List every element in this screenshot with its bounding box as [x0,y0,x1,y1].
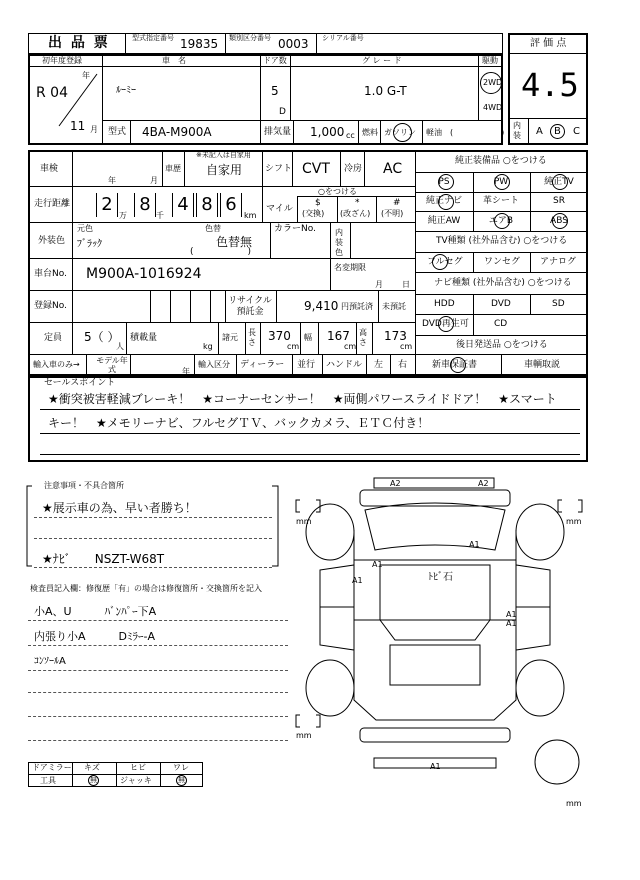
length-value: 370 [268,329,291,343]
navi-sd: SD [552,299,565,309]
ext-color-label: 外装色 [38,236,66,246]
navi-label: ナビ種類 (社外品含む) ○をつける [434,278,572,288]
import-div-label: 輸入区分 [198,360,230,369]
dmg-a1-right-2: A1 [506,619,517,628]
interior-a: A [536,126,543,137]
recycle-unpaid: 未預託 [382,302,406,311]
sen-unit: 千 [156,211,164,220]
fuel-other: ( ) [450,128,505,137]
dollar-mark: $ [315,198,321,208]
interior-label-1: 内 [513,121,521,130]
inspector-line-1: 小A、U ﾊﾞﾝﾊﾟｰ下A [34,605,157,618]
fuel-gas: ガソリン [384,128,416,137]
ac-label: 冷房 [344,164,363,174]
first-reg-label: 初年度登録 [42,56,82,65]
month-unit: 月 [90,125,98,134]
dmg-stone-chip: ﾄﾋﾞ石 [428,572,453,583]
recycle-value: 9,410 [304,299,339,313]
width-cm: cm [344,342,357,351]
tv-analog: アナログ [540,257,577,267]
hash-sub: (不明) [381,209,404,218]
color-paren: ( ) [190,247,252,257]
drive-label: 駆動 [482,56,498,65]
era-year: R 04 [36,85,68,101]
import-label: 輸入車のみ→ [33,360,80,369]
width-label: 幅 [304,333,312,342]
mile-label: マイル [266,204,293,214]
equip-item-2-2: ABS [550,216,568,226]
grade-value: 1.0 G-T [364,84,407,98]
equip-item-1-1: 革シート [482,196,520,206]
star-mark: * [355,198,360,208]
model-label: 型式 [108,127,127,137]
name-change-label: 名変期限 [334,263,366,272]
name-change-month: 月 [375,280,383,289]
dmg-a1-bottom: A1 [430,762,441,771]
dims-label: 諸元 [222,333,238,342]
hash-mark: # [393,198,401,208]
capacity-value: 5（ ） [84,330,120,344]
sales-line-2: キー！ ★メモリーナビ、フルセグＴＶ、バックカメラ、ＥＴＣ付き！ [48,416,430,430]
height-cm: cm [400,342,413,351]
interior-c: C [573,126,580,137]
interior-b: B [554,126,561,137]
equip-item-0-0: PS [438,177,450,187]
orig-color-value: ﾌﾞﾗｯｸ [77,239,102,250]
load-label: 積載量 [130,333,158,343]
dmg-a1-mid: A1 [352,576,363,585]
dmg-a2-left: A2 [390,479,401,488]
handle-label: ハンドル [326,360,363,370]
dmg-a1-left: A1 [372,560,383,569]
history-value: 自家用 [206,163,243,177]
notes-label: 注意事項・不具合箇所 [44,481,124,490]
kg-unit: kg [203,342,213,351]
class-label: 類別区分番号 [229,34,271,42]
ps-circle [438,174,454,190]
inspector-label: 検査員記入欄：修復歴「有」の場合は修復箇所・交換箇所を記入 [30,584,262,593]
mm-fl: mm [296,517,312,526]
year-unit: 年 [82,71,90,80]
jack-value: 無 [178,776,185,784]
tools-h-break: ワレ [173,763,189,772]
displacement-value: 1,000 [310,125,345,139]
type-cert-value: 19835 [180,37,219,51]
reg-label: 登録No. [34,301,67,311]
airbag-circle [494,213,510,229]
first-reg-month: 11 [70,119,86,133]
history-note: ※未記入は自家用 [196,151,251,159]
width-value: 167 [327,329,350,343]
dmg-a2-right: A2 [478,479,489,488]
mm-fr: mm [566,517,582,526]
score-label: 評 価 点 [530,38,567,49]
ac-value: AC [383,161,403,177]
equip-item-1-2: SR [553,196,565,206]
dmg-a1-top: A1 [469,540,480,549]
man-unit: 万 [119,211,127,220]
type-cert-label: 型式指定番号 [132,34,174,42]
doors-label: ドア数 [263,56,287,65]
inspection-month-unit: 月 [150,176,158,185]
drive-2wd: 2WD [483,78,503,87]
navi-dvd: DVD [491,299,511,309]
fuel-label: 燃料 [362,128,378,137]
interior-color-label: 内装色 [335,228,343,257]
class-value: 0003 [278,37,309,51]
history-label: 車歴 [165,164,181,173]
orig-color-label: 元色 [77,224,93,233]
navi-hdd: HDD [434,299,455,309]
model-year-label: モデル年式 [96,356,128,374]
form-title: 出 品 票 [48,35,110,51]
tv-oneseg: ワンセグ [484,257,521,267]
inspector-line-2: 内張り小A Dﾐﾗｰ-A [34,630,155,643]
inspection-year-unit: 年 [108,176,116,185]
tools-h-mirror: ドアミラー [32,763,72,772]
tv-fullseg: フルセグ [427,257,463,267]
mileage-digit-2: 4 [172,193,194,217]
mileage-digit-3: 8 [196,193,218,217]
shift-value: CVT [302,161,330,177]
km-unit: km [244,211,257,220]
handle-right: 右 [398,360,408,370]
mm-rr: mm [566,799,582,808]
dmg-a1-right-1: A1 [506,610,517,619]
circle-note: ○をつける [318,187,357,196]
length-label: 長さ [248,328,256,347]
drive-4wd: 4WD [483,103,503,112]
tv-label: TV種類 (社外品含む) ○をつける [436,236,568,246]
tools-label: 工具 [40,776,56,785]
car-name-label: 車 名 [162,56,186,65]
serial-label: シリアル番号 [322,34,364,42]
sales-line-1: ★衝突被害軽減ブレーキ！ ★コーナーセンサー！ ★両側パワースライドドア！ ★スマート [48,392,557,406]
notes-line-2: ★ﾅﾋﾞ NSZT-W68T [42,552,165,566]
tools-value: 無 [90,776,97,784]
parallel-option: 並行 [297,360,316,370]
navi-circle [438,194,454,210]
score-value: 4.5 [521,66,579,104]
capacity-label: 定員 [44,333,63,343]
notes-line-1: ★展示車の為、早い者勝ち！ [42,501,197,515]
mileage-label: 走行距離 [34,199,71,209]
inspector-line-3: ｺﾝｿｰﾙA [34,656,66,667]
inspection-label: 車検 [40,164,59,174]
model-year-unit: 年 [182,367,190,376]
tools-h-crack: ヒビ [130,763,146,772]
model-value: 4BA-M900A [142,125,212,139]
doors-sub: D [279,107,286,117]
color-change-label: 色替 [205,224,221,233]
displacement-label: 排気量 [264,127,292,137]
tv-circle [552,174,568,190]
recycle-paid: 円預託済 [341,302,373,311]
dvd-play: DVD再生可 [422,319,469,329]
length-cm: cm [287,342,300,351]
equip-item-0-1: PW [493,177,509,187]
mm-rl: mm [296,731,312,740]
tools-h-scratch: キズ [84,763,100,772]
jack-label: ジャッキ [120,776,152,785]
star-sub: (改ざん) [340,209,371,218]
grade-label: グ レ ー ド [362,56,402,65]
equip-item-1-0: 純正ナビ [425,196,463,206]
doors-value: 5 [271,84,279,98]
handle-left: 左 [374,360,384,370]
recycle-label: リサイクル預託金 [228,296,272,317]
dealer-option: ディーラー [240,360,285,370]
cd-option: CD [494,319,508,329]
car-name-value: ﾙｰﾐｰ [116,85,136,96]
interior-label-2: 装 [513,131,521,140]
shift-label: シフト [265,164,293,174]
chassis-label: 車台No. [34,269,67,279]
fuel-light: 軽油 [426,128,442,137]
capacity-unit: 人 [116,342,124,351]
car-diagram [290,470,590,810]
genuine-label: 純正装備品 ○をつける [455,156,547,166]
warranty-book: 新車保証書 [432,360,478,370]
height-value: 173 [384,329,407,343]
chassis-value: M900A-1016924 [86,266,202,282]
name-change-day: 日 [402,280,410,289]
cc-unit: cc [346,131,355,140]
dollar-sub: (交換) [302,209,325,218]
pw-circle [494,174,510,190]
mileage-digit-0: 2 [96,193,118,217]
equip-item-0-2: 純正TV [544,177,574,187]
sales-label: セールスポイント [44,378,116,388]
mileage-digit-4: 6 [220,193,242,217]
equip-item-2-0: 純正AW [427,216,461,226]
later-label: 後日発送品 ○をつける [456,340,548,350]
color-change-value: 色替無 [216,235,253,249]
manual-book: 車輌取説 [524,360,561,370]
height-label: 高さ [359,328,367,347]
equip-item-2-1: エアB [488,216,514,226]
color-no-label: カラーNo. [274,224,316,234]
abs-circle [552,213,568,229]
mileage-digit-1: 8 [134,193,156,217]
